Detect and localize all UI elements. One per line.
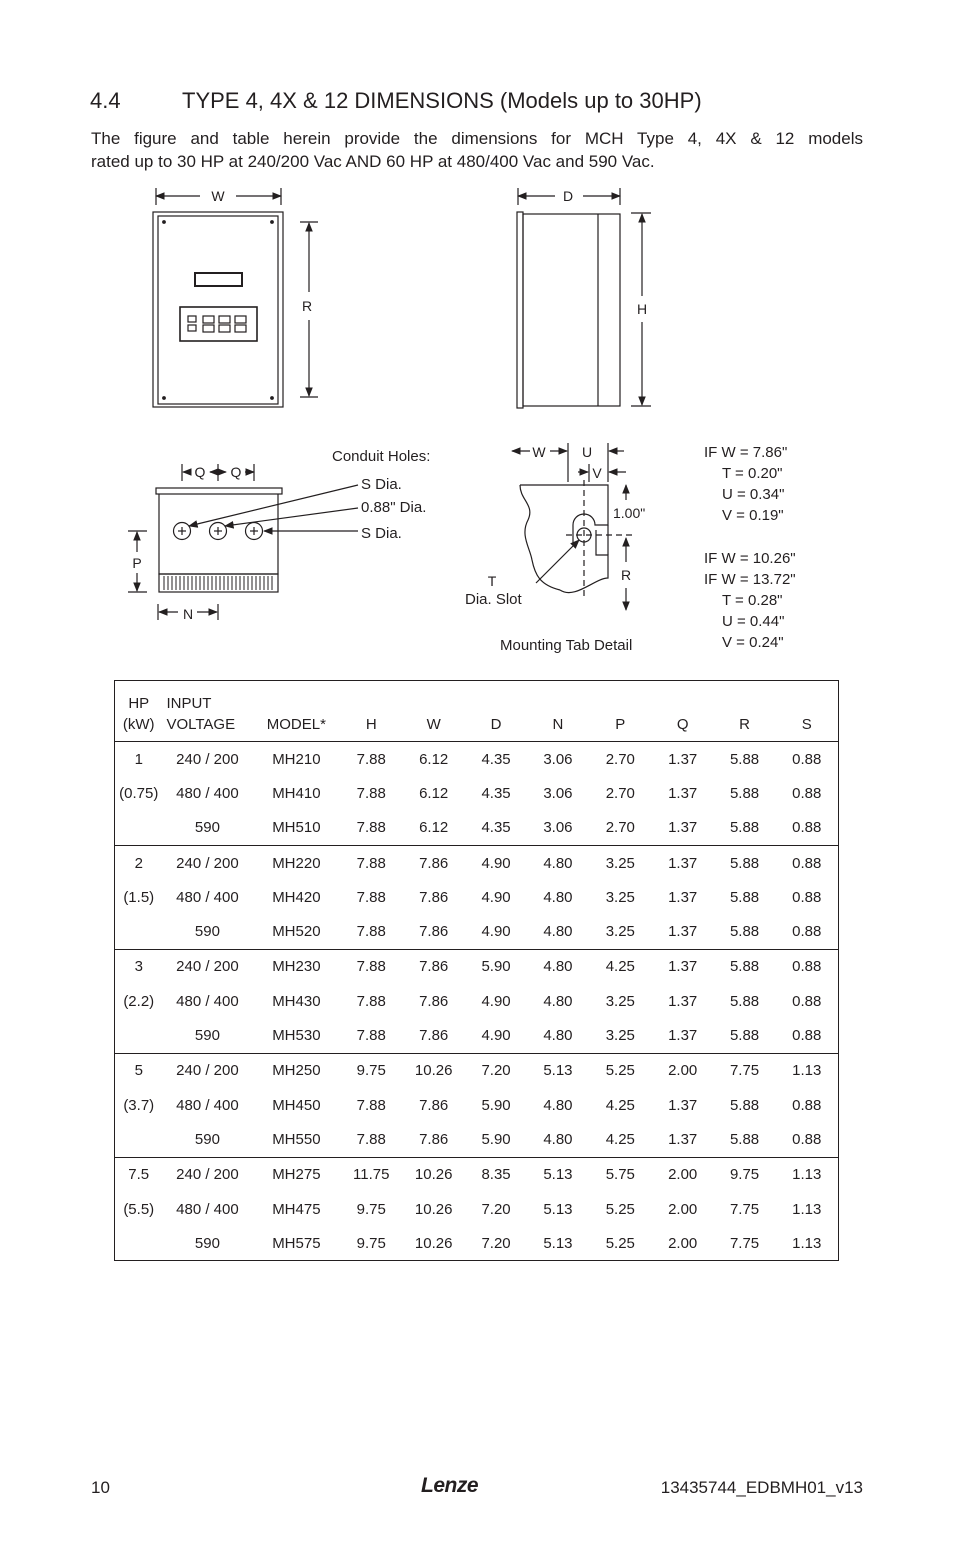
table-cell: 1.37 [652, 1018, 714, 1053]
table-cell: 5.90 [481, 1096, 511, 1114]
table-cell: 7.5 [128, 1166, 150, 1184]
table-cell: MH275 [272, 1166, 321, 1184]
table-cell: 2 [134, 854, 143, 872]
table-cell: 5.75 [605, 1166, 635, 1184]
table-cell: 4.80 [527, 1018, 589, 1053]
table-cell: MH450 [272, 1096, 321, 1114]
note-u-044: U = 0.44" [722, 613, 785, 630]
table-cell: 10.26 [414, 1062, 453, 1080]
table-cell: MH520 [252, 914, 340, 949]
table-cell: 4.35 [465, 811, 527, 846]
table-cell: 7.86 [402, 914, 465, 949]
table-cell: 6.12 [402, 811, 465, 846]
col-header-hp: HP (kW) [115, 681, 163, 742]
table-cell: 5.25 [605, 1200, 635, 1218]
intro-line-2: rated up to 30 HP at 240/200 Vac AND 60 HP at 480/400 Vac and 590 Vac. [91, 152, 655, 171]
table-cell: 480 / 400 [176, 1200, 239, 1218]
table-row [115, 776, 839, 810]
table-cell: 3.25 [605, 854, 635, 872]
table-cell [115, 1226, 163, 1261]
table-cell: 5.88 [729, 958, 760, 976]
table-cell: MH530 [252, 1018, 340, 1053]
table-cell: 7.88 [356, 958, 386, 976]
table-cell: 240 / 200 [176, 750, 239, 768]
table-cell: 7.88 [340, 914, 402, 949]
table-cell: (0.75) [119, 784, 159, 802]
table-cell [115, 1122, 163, 1157]
table-cell: 5.88 [714, 1018, 776, 1053]
table-cell: MH250 [272, 1062, 321, 1080]
table-cell: 3 [134, 958, 143, 976]
table-cell: 7.86 [419, 992, 449, 1010]
table-cell: 11.75 [353, 1166, 390, 1184]
tab-v-label: V [592, 465, 602, 481]
table-cell: 4.90 [481, 888, 511, 906]
table-cell: 7.88 [356, 854, 386, 872]
table-cell: 6.12 [419, 784, 449, 802]
table-cell: 7.88 [356, 750, 386, 768]
table-cell: 9.75 [356, 1200, 386, 1218]
table-cell: 4.80 [527, 1122, 589, 1157]
table-cell: 7.20 [481, 1200, 511, 1218]
table-cell: 5 [134, 1062, 143, 1080]
table-cell: 7.88 [356, 784, 386, 802]
intro-paragraph [91, 127, 863, 173]
table-cell: 4.80 [543, 992, 573, 1010]
table-cell: 0.88 [776, 1018, 839, 1053]
col-header-input-voltage: INPUT VOLTAGE [162, 681, 252, 742]
col-header-h: H [340, 681, 402, 742]
table-cell: 4.25 [605, 958, 635, 976]
table-row [115, 845, 839, 880]
table-cell: 1.37 [668, 784, 698, 802]
tab-caption: Mounting Tab Detail [500, 637, 633, 654]
tab-notes [704, 444, 796, 651]
table-cell: 590 [162, 914, 252, 949]
conduit-holes-title: Conduit Holes: [332, 448, 431, 465]
table-cell: 7.88 [356, 888, 386, 906]
table-cell: 0.88 [776, 1122, 839, 1157]
table-cell: MH420 [272, 888, 321, 906]
table-cell: 6.12 [419, 750, 449, 768]
section-title: TYPE 4, 4X & 12 DIMENSIONS (Models up to 30HP) [182, 88, 702, 113]
bottom-view [128, 464, 358, 620]
table-cell: 7.88 [356, 992, 386, 1010]
table-cell: 9.75 [356, 1062, 386, 1080]
table-row [115, 811, 839, 846]
table-cell: MH475 [272, 1200, 321, 1218]
side-d-label: D [562, 188, 574, 204]
table-cell: 0.88 [792, 992, 822, 1010]
table-row [115, 1122, 839, 1157]
table-cell: 3.06 [543, 784, 573, 802]
side-view [517, 188, 651, 408]
table-cell: 7.86 [402, 1122, 465, 1157]
table-row [115, 880, 839, 914]
intro-line-1: The figure and table herein provide the dimensions for MCH Type 4, 4X & 12 models [91, 129, 863, 148]
bottom-n-label: N [182, 606, 194, 622]
bottom-q1-label: Q [194, 464, 206, 480]
table-cell: MH510 [252, 811, 340, 846]
table-cell: 0.88 [792, 958, 822, 976]
table-cell: 3.06 [527, 811, 589, 846]
table-row [115, 1088, 839, 1122]
table-cell: 5.88 [729, 1096, 760, 1114]
table-cell: 1.37 [652, 811, 714, 846]
table-cell: 5.25 [605, 1234, 635, 1252]
note-if-w-1026: IF W = 10.26" [704, 550, 796, 567]
note-t-028: T = 0.28" [722, 592, 783, 609]
table-cell: 5.88 [729, 784, 760, 802]
table-cell: 590 [194, 1234, 220, 1252]
table-cell: 1.13 [792, 1166, 822, 1184]
table-cell: 7.75 [729, 1062, 760, 1080]
table-cell: 240 / 200 [176, 958, 239, 976]
table-cell: 480 / 400 [176, 1096, 239, 1114]
table-cell: MH430 [272, 992, 321, 1010]
table-cell: 240 / 200 [176, 1062, 239, 1080]
bottom-p-label: P [132, 555, 142, 571]
table-row [115, 914, 839, 949]
table-cell: 10.26 [414, 1234, 453, 1252]
table-cell: 1.37 [652, 914, 714, 949]
table-cell: 480 / 400 [176, 992, 239, 1010]
table-cell: 7.86 [402, 1018, 465, 1053]
table-cell: 9.75 [729, 1166, 760, 1184]
table-cell [115, 914, 163, 949]
table-cell: 590 [162, 811, 252, 846]
table-row [115, 1226, 839, 1261]
table-cell: 0.88 [792, 750, 822, 768]
table-cell: 3.25 [605, 888, 635, 906]
table-row [115, 1192, 839, 1226]
table-cell: 4.80 [543, 1096, 573, 1114]
table-cell: 5.88 [729, 888, 760, 906]
table-cell: 4.80 [543, 854, 573, 872]
tab-slot-label: Dia. Slot [465, 591, 522, 608]
table-cell: 5.88 [729, 992, 760, 1010]
table-cell: 7.88 [340, 1122, 402, 1157]
table-cell: MH210 [272, 750, 321, 768]
table-cell: 0.88 [792, 888, 822, 906]
col-header-d: D [465, 681, 527, 742]
table-cell: 5.90 [465, 1122, 527, 1157]
table-cell: 5.13 [543, 1234, 573, 1252]
table-cell: MH220 [272, 854, 321, 872]
table-row [115, 742, 839, 777]
page-number: 10 [91, 1478, 110, 1497]
dimension-figure [0, 180, 954, 660]
front-view [153, 188, 318, 407]
table-cell: 4.25 [589, 1122, 652, 1157]
table-cell: 10.26 [414, 1166, 453, 1184]
section-number: 4.4 [90, 88, 121, 113]
table-cell: MH410 [272, 784, 321, 802]
table-cell: 4.80 [543, 888, 573, 906]
note-if-w-1372: IF W = 13.72" [704, 571, 796, 588]
table-cell: 240 / 200 [176, 1166, 239, 1184]
table-cell: 1.13 [792, 1062, 822, 1080]
table-cell [115, 1018, 163, 1053]
table-cell: 5.25 [605, 1062, 635, 1080]
note-if-w-786: IF W = 7.86" [704, 444, 788, 461]
tab-r-label: R [620, 567, 632, 583]
table-cell: 5.13 [543, 1200, 573, 1218]
table-cell: (1.5) [123, 888, 155, 906]
table-cell: 1.13 [792, 1200, 822, 1218]
table-cell: (3.7) [123, 1096, 155, 1114]
mounting-tab-detail [512, 443, 632, 610]
col-header-r: R [714, 681, 776, 742]
table-cell: 1.37 [652, 1122, 714, 1157]
front-r-label: R [301, 298, 313, 314]
table-cell: 1.37 [668, 854, 698, 872]
col-header-n: N [527, 681, 589, 742]
table-cell: 2.70 [589, 811, 652, 846]
table-cell: 2.70 [605, 750, 635, 768]
table-cell: 2.70 [605, 784, 635, 802]
table-cell: (5.5) [123, 1200, 155, 1218]
table-cell: 4.35 [481, 750, 511, 768]
table-cell: 5.88 [729, 854, 760, 872]
table-cell: 590 [162, 1122, 252, 1157]
table-row [115, 1157, 839, 1192]
table-cell: 2.00 [668, 1062, 698, 1080]
table-cell: 480 / 400 [176, 784, 239, 802]
table-cell: 5.88 [714, 811, 776, 846]
tab-u-label: U [581, 444, 593, 460]
conduit-hole-1: S Dia. [361, 476, 402, 493]
table-cell: 1.37 [668, 992, 698, 1010]
table-cell: 7.88 [356, 1096, 386, 1114]
table-cell: 3.25 [589, 914, 652, 949]
tab-t-label: T [487, 573, 497, 589]
table-cell: 7.86 [419, 958, 449, 976]
note-u-034: U = 0.34" [722, 486, 785, 503]
table-cell: 7.86 [419, 888, 449, 906]
table-cell: 3.06 [543, 750, 573, 768]
col-header-q: Q [652, 681, 714, 742]
table-cell: 5.88 [714, 914, 776, 949]
table-cell: 7.20 [481, 1234, 511, 1252]
table-cell: 3.25 [589, 1018, 652, 1053]
table-cell: 8.35 [481, 1166, 511, 1184]
table-cell: 1.37 [668, 888, 698, 906]
table-row [115, 1018, 839, 1053]
table-cell: 4.80 [527, 914, 589, 949]
table-cell: 1.37 [668, 958, 698, 976]
table-cell: 1 [134, 750, 143, 768]
table-cell: 4.25 [605, 1096, 635, 1114]
table-cell: 4.90 [481, 992, 511, 1010]
table-cell: 7.20 [481, 1062, 511, 1080]
table-cell: 5.88 [714, 1122, 776, 1157]
note-t-020: T = 0.20" [722, 465, 783, 482]
table-row [115, 984, 839, 1018]
table-cell: 5.13 [543, 1062, 573, 1080]
table-cell: MH575 [272, 1234, 321, 1252]
table-cell: 1.13 [792, 1234, 822, 1252]
table-cell: 0.88 [792, 784, 822, 802]
table-cell: 0.88 [792, 1096, 822, 1114]
table-cell: 5.13 [543, 1166, 573, 1184]
table-cell: 7.75 [729, 1234, 760, 1252]
table-cell: 4.90 [465, 1018, 527, 1053]
table-cell: 240 / 200 [176, 854, 239, 872]
table-cell: 9.75 [356, 1234, 386, 1252]
table-cell: 2.00 [668, 1166, 698, 1184]
table-cell: 0.88 [776, 914, 839, 949]
table-cell: 480 / 400 [176, 888, 239, 906]
table-cell: 7.88 [340, 811, 402, 846]
table-cell [115, 811, 163, 846]
tab-1-00-label: 1.00" [613, 505, 646, 521]
col-header-p: P [589, 681, 652, 742]
conduit-hole-3: S Dia. [361, 525, 402, 542]
table-cell: MH230 [272, 958, 321, 976]
front-w-label: W [211, 188, 225, 204]
bottom-q2-label: Q [230, 464, 242, 480]
note-v-024: V = 0.24" [722, 634, 784, 651]
col-header-model: MODEL* [252, 681, 340, 742]
table-cell: 0.88 [792, 854, 822, 872]
table-cell: 5.88 [729, 750, 760, 768]
table-cell: 3.25 [605, 992, 635, 1010]
table-cell: 4.90 [481, 854, 511, 872]
note-v-019: V = 0.19" [722, 507, 784, 524]
document-id: 13435744_EDBMH01_v13 [660, 1478, 863, 1497]
table-cell: 0.88 [776, 811, 839, 846]
table-cell: (2.2) [123, 992, 155, 1010]
table-cell: 7.86 [419, 854, 449, 872]
tab-w-label: W [532, 444, 546, 460]
lenze-logo: Lenze [421, 1474, 479, 1497]
side-h-label: H [636, 301, 648, 317]
col-header-s: S [776, 681, 839, 742]
table-cell: 1.37 [668, 750, 698, 768]
table-cell: 7.86 [419, 1096, 449, 1114]
conduit-hole-2: 0.88" Dia. [361, 499, 427, 516]
table-cell: 1.37 [668, 1096, 698, 1114]
table-cell: 5.90 [481, 958, 511, 976]
table-cell: MH550 [252, 1122, 340, 1157]
col-header-w: W [402, 681, 465, 742]
table-cell: 7.88 [340, 1018, 402, 1053]
table-cell: 4.35 [481, 784, 511, 802]
table-cell: 7.75 [729, 1200, 760, 1218]
table-cell: 590 [162, 1018, 252, 1053]
table-header-row [115, 681, 839, 742]
table-row [115, 1053, 839, 1088]
table-cell: 4.90 [465, 914, 527, 949]
table-cell: 4.80 [543, 958, 573, 976]
table-cell: 2.00 [668, 1234, 698, 1252]
table-row [115, 949, 839, 984]
table-cell: 2.00 [668, 1200, 698, 1218]
dimensions-table [114, 680, 839, 1261]
table-cell: 10.26 [414, 1200, 453, 1218]
